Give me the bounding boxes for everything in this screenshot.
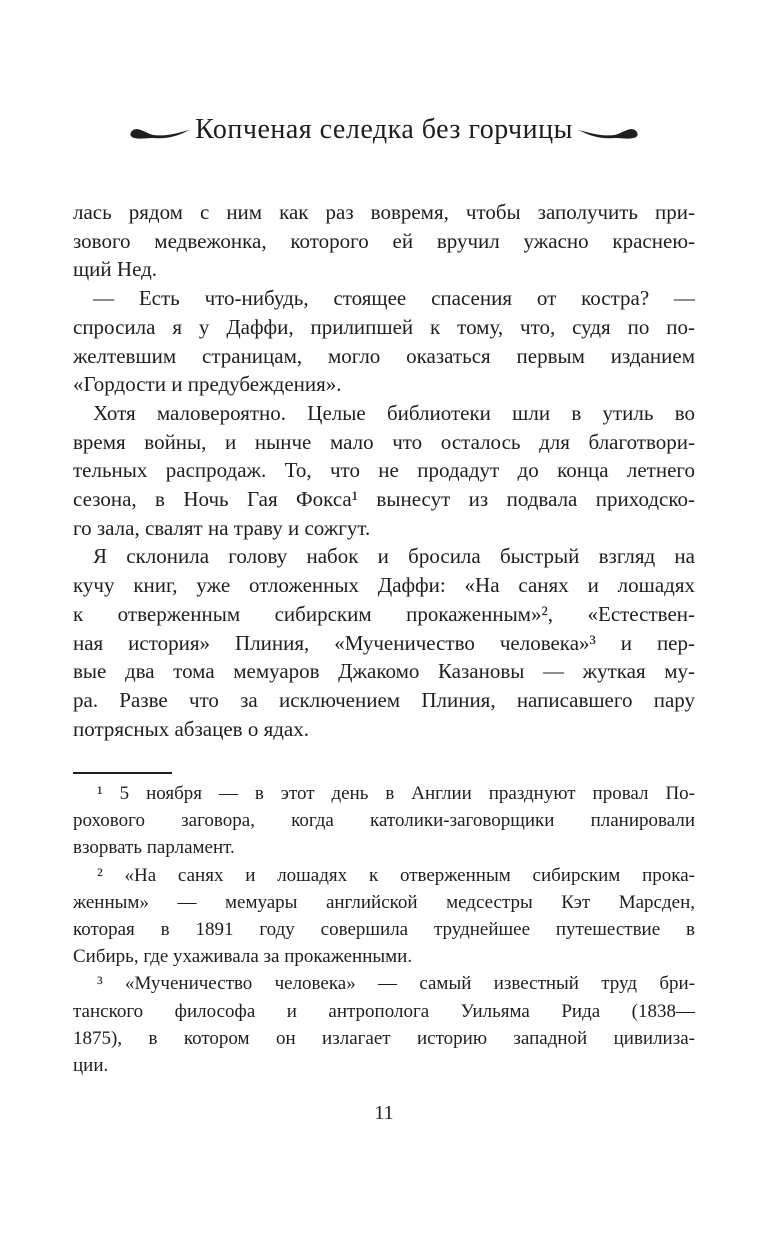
text-line: которая в 1891 году совершила труднейшее путешествие в <box>73 919 695 941</box>
text-line: танского философа и антрополога Уильяма Рида (1838— <box>73 1000 695 1022</box>
text-line: желтевшим страницам, могло оказаться первым изданием <box>73 343 695 368</box>
text-line: 1875), в котором он излагает историю западной цивилиза- <box>73 1027 695 1049</box>
text-line: вые два тома мемуаров Джакомо Казановы — жуткая му- <box>73 659 695 684</box>
footnote-separator <box>73 772 172 774</box>
swash-flourish-right-icon <box>577 124 639 144</box>
text-line: ² «На санях и лошадях к отверженным сибирским прока- <box>97 864 695 886</box>
paragraph <box>73 862 695 971</box>
text-line: зового медвежонка, которого ей вручил ужасно краснею- <box>73 228 695 253</box>
paragraph <box>73 198 695 284</box>
paragraph <box>73 542 695 743</box>
text-line: го зала, свалят на траву и сожгут. <box>73 515 371 540</box>
text-line: ¹ 5 ноября — в этот день в Англии празднуют провал По- <box>97 783 695 804</box>
text-line: «Гордости и предубеждения». <box>73 372 342 397</box>
paragraph <box>73 399 695 543</box>
text-line: рохового заговора, когда католики-заговорщики планировали <box>73 810 695 832</box>
text-line: щий Нед. <box>73 257 158 282</box>
text-line: потрясных абзацев о ядах. <box>73 716 309 741</box>
text-line: спросила я у Даффи, прилипшей к тому, что, судя по по- <box>73 314 695 339</box>
swash-flourish-left-icon <box>129 124 191 144</box>
text-line: к отверженным сибирским прокаженным»², «Естествен- <box>73 601 695 626</box>
text-line: Я склонила голову набок и бросила быстрый взгляд на <box>93 544 695 569</box>
body-text <box>73 198 695 743</box>
page-number: 11 <box>374 1102 394 1124</box>
text-line: женным» — мемуары английской медсестры Кэт Марсден, <box>73 891 695 913</box>
text-line: ³ «Мученичество человека» — самый известный труд бри- <box>97 973 695 995</box>
paragraph <box>73 780 695 862</box>
text-line: время войны, и нынче мало что осталось для благотвори- <box>73 429 695 454</box>
paragraph <box>73 970 695 1079</box>
chapter-header <box>0 106 768 154</box>
text-line: ная история» Плиния, «Мученичество человека»³ и пер- <box>73 630 695 655</box>
footnotes <box>73 780 695 1079</box>
chapter-title: Копченая селедка без горчицы <box>195 114 573 145</box>
text-line: кучу книг, уже отложенных Даффи: «На санях и лошадях <box>73 573 695 598</box>
text-line: Хотя маловероятно. Целые библиотеки шли в утиль во <box>93 400 695 425</box>
text-line: тельных распродаж. То, что не продадут до конца летнего <box>73 458 695 483</box>
text-line: ра. Разве что за исключением Плиния, написавшего пару <box>73 687 695 712</box>
text-line: лась рядом с ним как раз вовремя, чтобы заполучить при- <box>73 200 695 224</box>
text-line: взорвать парламент. <box>73 837 235 859</box>
text-line: ции. <box>73 1055 109 1077</box>
text-line: — Есть что-нибудь, стоящее спасения от костра? — <box>93 286 695 311</box>
paragraph <box>73 284 695 399</box>
text-line: сезона, в Ночь Гая Фокса¹ вынесут из подвала приходско- <box>73 487 695 512</box>
text-line: Сибирь, где ухаживала за прокаженными. <box>73 946 413 968</box>
